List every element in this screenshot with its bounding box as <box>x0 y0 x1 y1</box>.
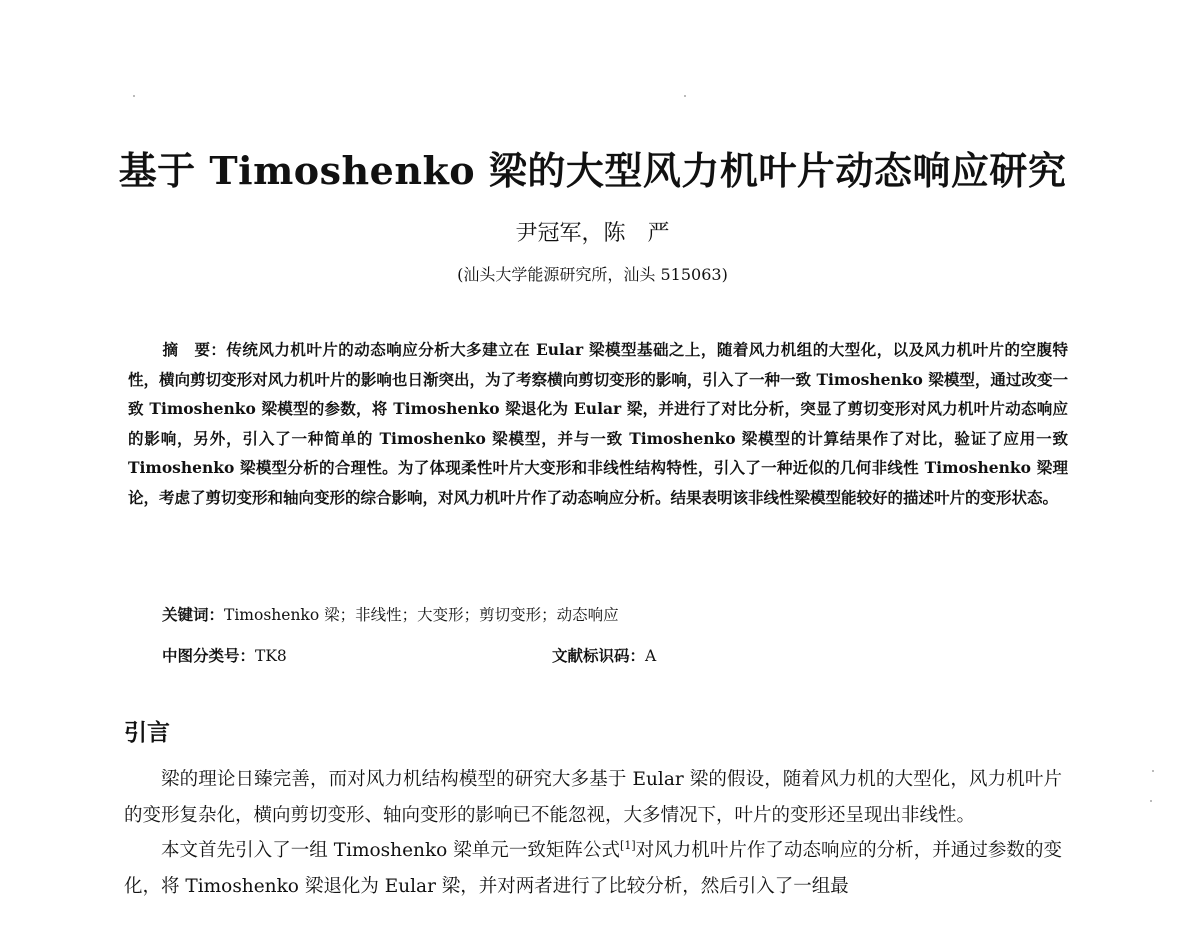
scan-speck <box>684 95 686 97</box>
classification-value: TK8 <box>255 647 287 665</box>
keywords-label: 关键词： <box>162 605 225 624</box>
paragraph: 梁的理论日臻完善，而对风力机结构模型的研究大多基于 Eular 梁的假设，随着风力机的大型化，风力机叶片的变形复杂化，横向剪切变形、轴向变形的影响已不能忽视，大多情况下，叶片的变形还呈现出非线性。 <box>124 769 1062 826</box>
paragraph <box>124 833 1062 904</box>
scan-speck <box>1152 770 1154 772</box>
affiliation: (汕头大学能源研究所，汕头 515063) <box>457 265 728 284</box>
abstract-label: 摘 要： <box>162 340 227 359</box>
keywords-line <box>162 603 619 625</box>
author-list: 尹冠军，陈 严 <box>515 221 670 246</box>
document-code-label: 文献标识码： <box>552 646 646 665</box>
abstract-text: 传统风力机叶片的动态响应分析大多建立在 Eular 梁模型基础之上，随着风力机组的大型化，以及风力机叶片的空腹特性，横向剪切变形对风力机叶片的影响也日渐突出，为了考察横向剪切变形的影响，引入了一种一致 Timoshenko 梁模型，通过改变一致 Timoshenko 梁模型的参数，将 Timoshenko 梁退化为 Eular 梁，并进行了对比分析，突显了剪切变形对风力机叶片动态响应的影响，另外，引入了一种简单的 Timoshenko 梁模型，并与一致 Timoshenko 梁模型的计算结果作了对比，验证了应用一致 Timoshenko 梁模型分析的合理性。为了体现柔性叶片大变形和非线性结构特性，引入了一种近似的几何非线性 Timoshenko 梁理论，考虑了剪切变形和轴向变形的综合影响，对风力机叶片作了动态响应分析。结果表明该非线性梁模型能较好的描述叶片的变形状态。 <box>128 340 1068 507</box>
document-code-value: A <box>645 647 657 665</box>
abstract <box>128 335 1068 512</box>
classification-label: 中图分类号： <box>162 646 256 665</box>
scan-speck <box>133 95 135 97</box>
scan-speck <box>1150 800 1152 802</box>
section-heading-introduction: 引言 <box>124 719 170 746</box>
paper-title: 基于 Timoshenko 梁的大型风力机叶片动态响应研究 <box>118 148 1067 193</box>
keywords-text: Timoshenko 梁；非线性；大变形；剪切变形；动态响应 <box>224 606 619 624</box>
body-text <box>124 762 1062 904</box>
paragraph-text: 对风力机叶片作了动态响应的分析，并通过参数的变化，将 Timoshenko 梁退化为 Eular 梁，并对两者进行了比较分析，然后引入了一组最 <box>124 840 1062 897</box>
document-code-line <box>552 644 656 666</box>
paragraph-text: 本文首先引入了一组 Timoshenko 梁单元一致矩阵公式 <box>161 840 621 861</box>
classification-line <box>162 644 287 666</box>
citation-ref[interactable]: [1] <box>620 838 636 852</box>
